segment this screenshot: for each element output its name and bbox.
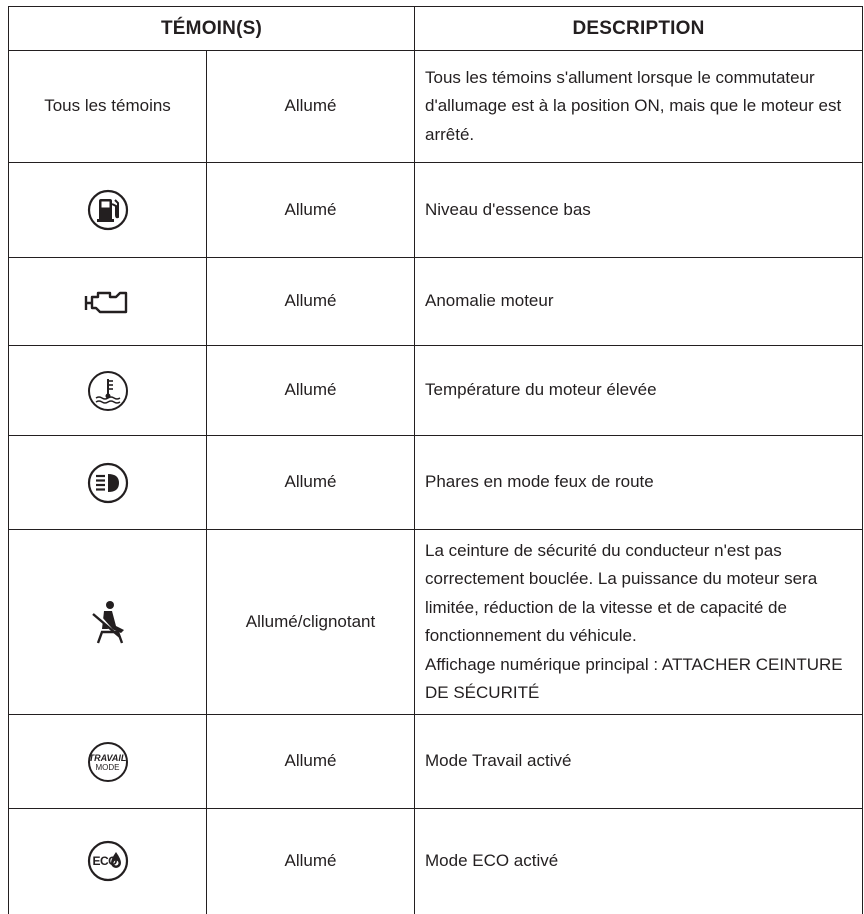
state-cell: Allumé: [207, 163, 415, 258]
engine-temperature-icon: [87, 370, 129, 412]
eco-mode-icon-text: ECO: [92, 854, 118, 869]
indicator-table: [8, 6, 863, 914]
state-cell: Allumé: [207, 51, 415, 163]
table-row: [9, 715, 863, 809]
icon-cell: [9, 530, 207, 715]
state-cell: Allumé: [207, 258, 415, 346]
state-cell: Allumé/clignotant: [207, 530, 415, 715]
description-text: Tous les témoins s'allument lorsque le commutateur d'allumage est à la position ON, mais que le moteur est arrêté.: [425, 67, 842, 144]
description-cell: [415, 258, 863, 346]
eco-mode-icon: [87, 840, 129, 882]
description-cell: [415, 436, 863, 530]
description-text: Température du moteur élevée: [425, 380, 657, 400]
table-row: [9, 258, 863, 346]
work-mode-icon-text-top: TRAVAIL: [88, 752, 127, 763]
work-mode-icon-text-bottom: MODE: [95, 762, 120, 772]
seat-belt-icon: [88, 600, 128, 644]
work-mode-icon: [87, 741, 129, 783]
high-beam-icon: [87, 462, 129, 504]
description-text-display: Affichage numérique principal : ATTACHER CEINTURE DE SÉCURITÉ: [425, 654, 843, 702]
description-text: Anomalie moteur: [425, 291, 554, 311]
description-text: La ceinture de sécurité du conducteur n'est pas correctement bouclée. La puissance du moteur sera limitée, réduction de la vitesse et de capacité de fonctionnement du véhicule.: [425, 540, 818, 645]
header-indicators: TÉMOIN(S): [9, 7, 415, 51]
icon-cell: [9, 346, 207, 436]
state-cell: Allumé: [207, 436, 415, 530]
check-engine-icon: [84, 288, 132, 316]
description-text: Niveau d'essence bas: [425, 199, 591, 219]
icon-cell: [9, 258, 207, 346]
description-cell: [415, 530, 863, 715]
header-description: DESCRIPTION: [415, 7, 863, 51]
indicator-label: Tous les témoins: [9, 51, 207, 163]
table-row: [9, 530, 863, 715]
icon-cell: [9, 809, 207, 914]
table-row: [9, 809, 863, 914]
table-row: [9, 436, 863, 530]
low-fuel-icon: [87, 189, 129, 231]
table-row: [9, 163, 863, 258]
description-text: Mode ECO activé: [425, 851, 559, 870]
description-text: Phares en mode feux de route: [425, 472, 654, 492]
icon-cell: [9, 715, 207, 809]
description-cell: [415, 346, 863, 436]
table-row: [9, 51, 863, 163]
description-cell: [415, 51, 863, 163]
state-cell: Allumé: [207, 715, 415, 809]
description-cell: [415, 163, 863, 258]
state-cell: Allumé: [207, 809, 415, 914]
icon-cell: [9, 163, 207, 258]
state-cell: Allumé: [207, 346, 415, 436]
header-row: [9, 7, 863, 51]
icon-cell: [9, 436, 207, 530]
description-text: Mode Travail activé: [425, 751, 572, 771]
description-cell: [415, 715, 863, 809]
table-row: [9, 346, 863, 436]
description-cell: [415, 809, 863, 914]
